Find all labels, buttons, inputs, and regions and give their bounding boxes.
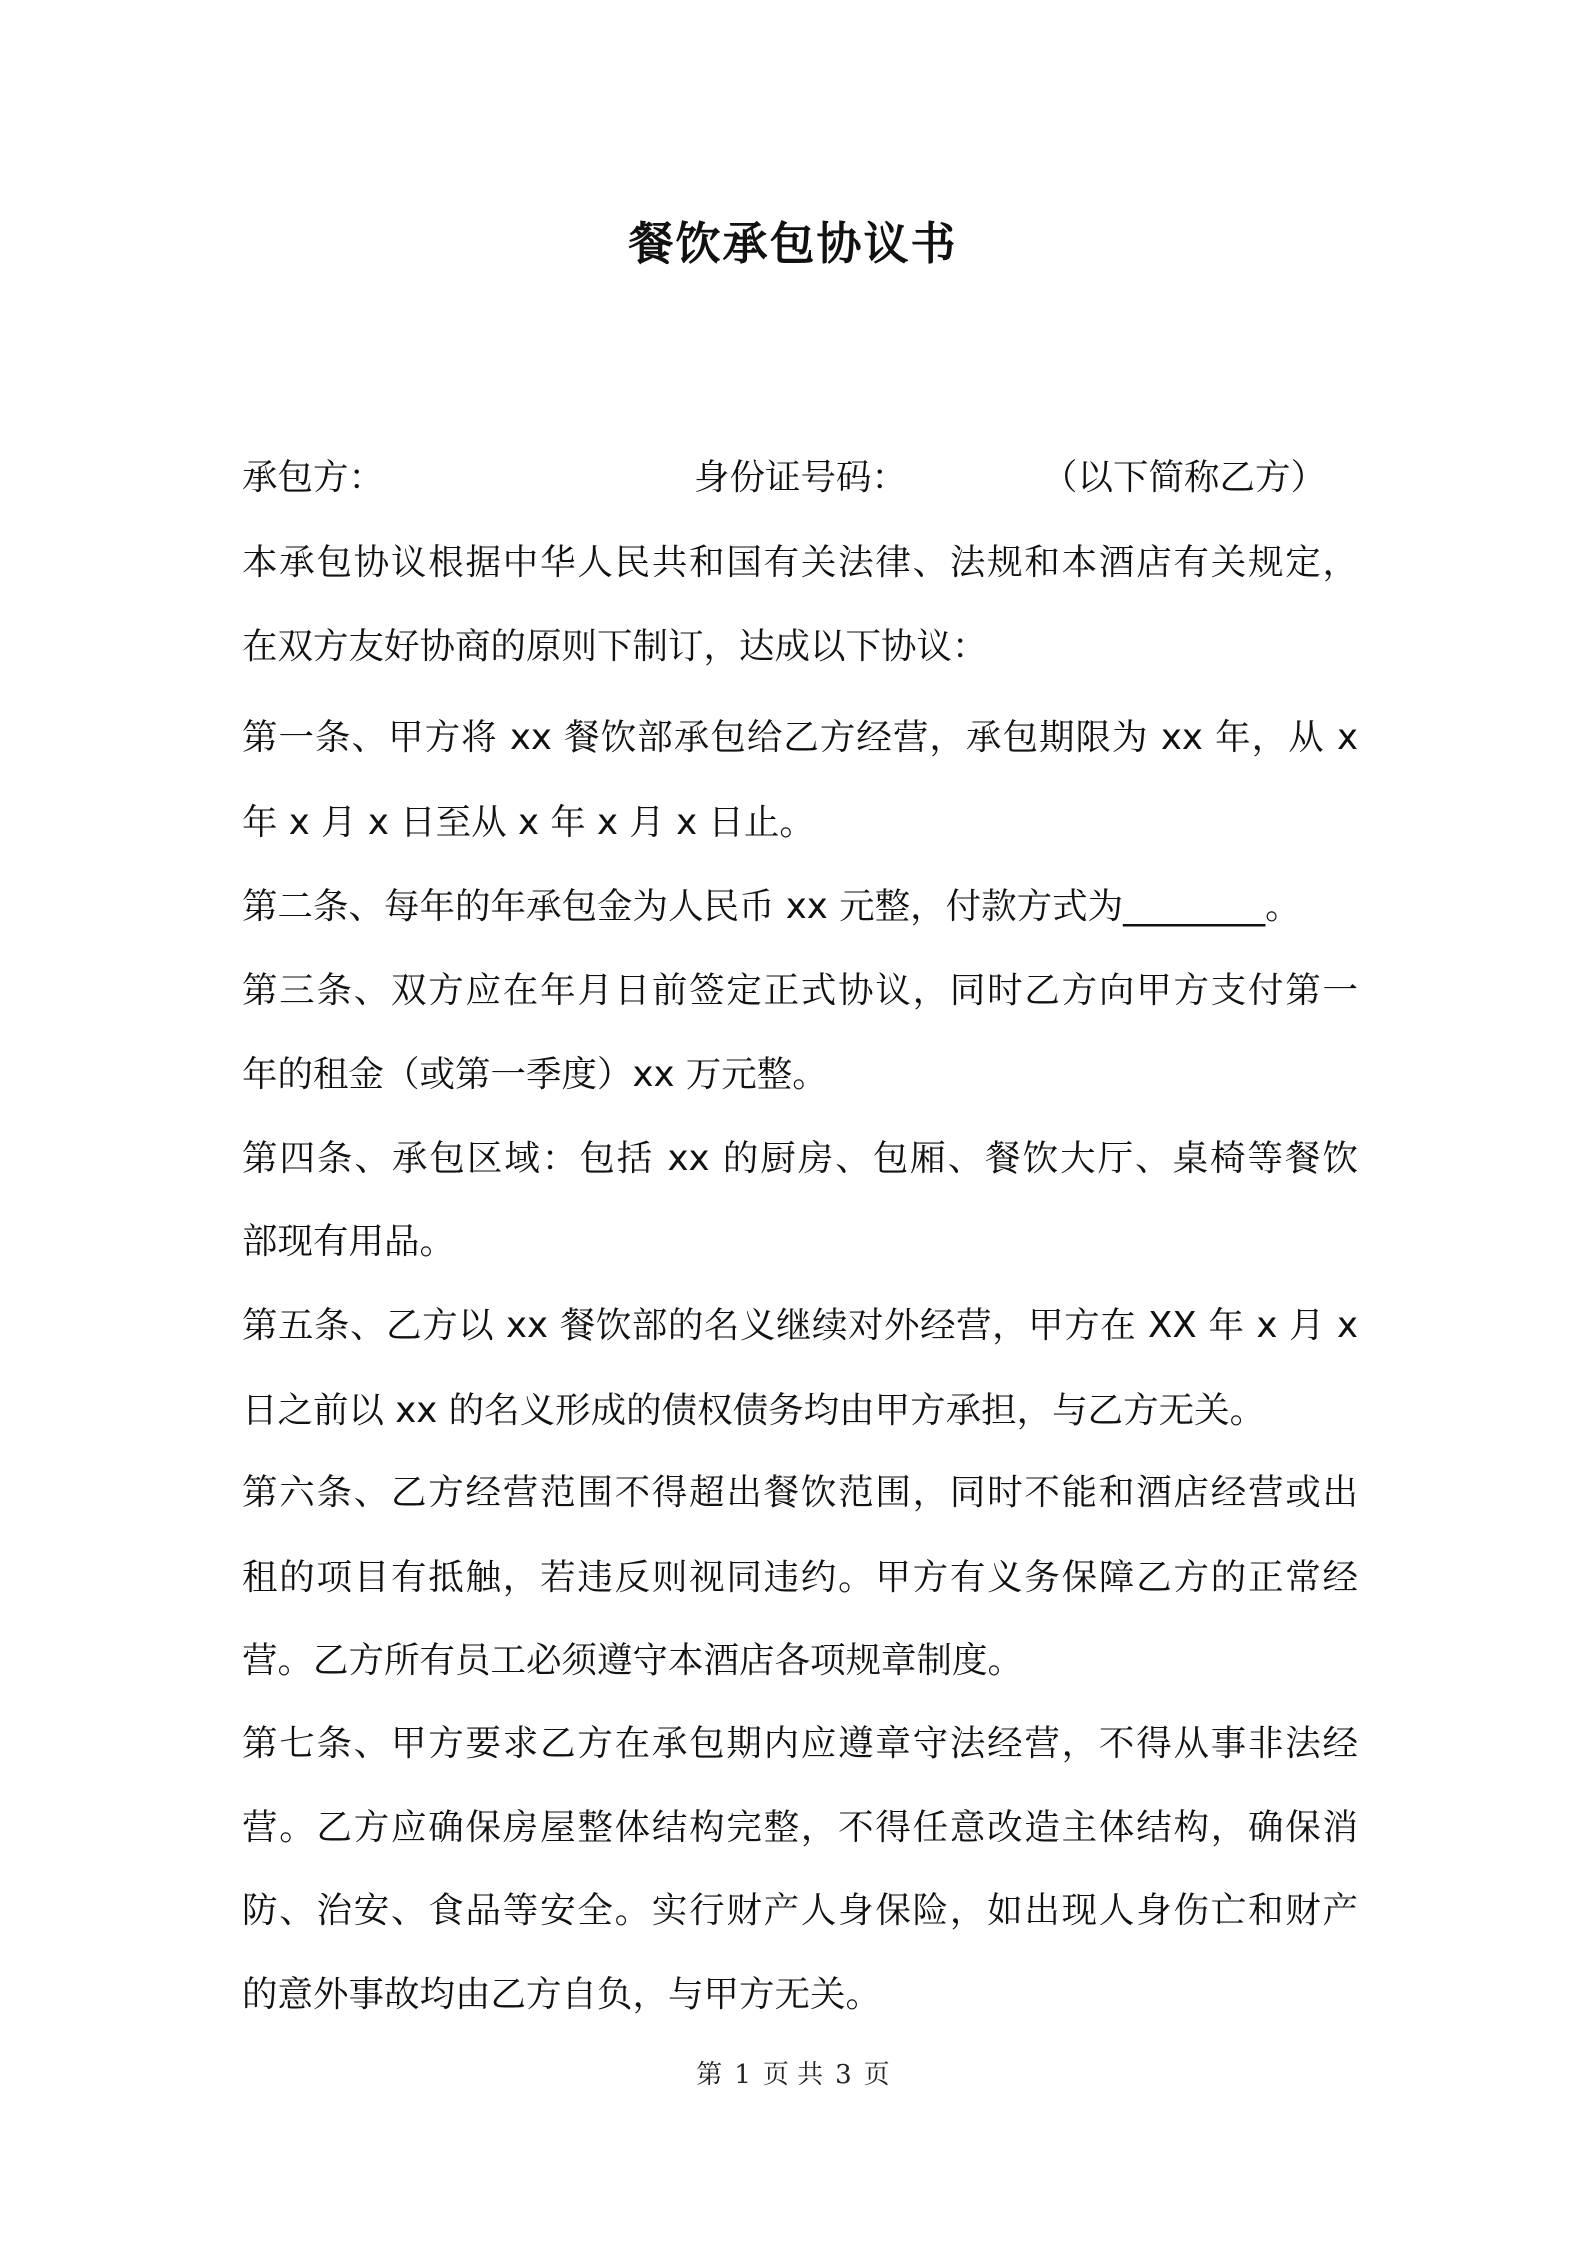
- footer-middle: 页 共: [762, 2060, 824, 2090]
- clause-1-line: 年 x 月 x 日至从 x 年 x 月 x 日止。: [242, 802, 815, 843]
- paragraph-line: 在双方友好协商的原则下制订，达成以下协议：: [242, 626, 988, 667]
- current-page-number: 1: [734, 2060, 751, 2090]
- clause-4-line: 第四条、承包区域：包括 xx 的厨房、包厢、餐饮大厅、桌椅等餐饮: [242, 1138, 1358, 1179]
- clause-5-line: 日之前以 xx 的名义形成的债权债务均由甲方承担，与乙方无关。: [242, 1390, 1266, 1431]
- clause-2-line: 第二条、每年的年承包金为人民币 xx 元整，付款方式为________。: [242, 886, 1301, 927]
- clause-7-line: 第七条、甲方要求乙方在承包期内应遵章守法经营，不得从事非法经: [242, 1723, 1358, 1764]
- clause-4-line: 部现有用品。: [242, 1221, 456, 1262]
- clause-5-line: 第五条、乙方以 xx 餐饮部的名义继续对外经营，甲方在 XX 年 x 月 x: [242, 1305, 1358, 1346]
- clause-6-line: 第六条、乙方经营范围不得超出餐饮范围，同时不能和酒店经营或出: [242, 1472, 1358, 1513]
- document-title: 餐饮承包协议书: [628, 217, 958, 270]
- id-number-label: 身份证号码：: [694, 457, 908, 498]
- party-line: [242, 453, 1358, 503]
- abbreviation-label: （以下简称乙方）: [1042, 457, 1327, 498]
- clause-3-line: 第三条、双方应在年月日前签定正式协议，同时乙方向甲方支付第一: [242, 970, 1358, 1011]
- total-page-number: 3: [835, 2060, 852, 2090]
- page-footer: [0, 2058, 1586, 2092]
- footer-prefix: 第: [696, 2060, 723, 2090]
- clause-7-line: 防、治安、食品等安全。实行财产人身保险，如出现人身伤亡和财产: [242, 1890, 1358, 1931]
- contractor-label: 承包方：: [242, 457, 385, 498]
- clause-1-line: 第一条、甲方将 xx 餐饮部承包给乙方经营，承包期限为 xx 年，从 x: [242, 717, 1358, 758]
- clause-7-line: 的意外事故均由乙方自负，与甲方无关。: [242, 1974, 882, 2015]
- clause-7-line: 营。乙方应确保房屋整体结构完整，不得任意改造主体结构，确保消: [242, 1807, 1358, 1848]
- footer-suffix: 页: [863, 2060, 890, 2090]
- paragraph-line: 本承包协议根据中华人民共和国有关法律、法规和本酒店有关规定，: [242, 542, 1358, 583]
- clause-3-line: 年的租金（或第一季度）xx 万元整。: [242, 1054, 828, 1095]
- clause-6-line: 营。乙方所有员工必须遵守本酒店各项规章制度。: [242, 1640, 1024, 1681]
- clause-6-line: 租的项目有抵触，若违反则视同违约。甲方有义务保障乙方的正常经: [242, 1557, 1358, 1598]
